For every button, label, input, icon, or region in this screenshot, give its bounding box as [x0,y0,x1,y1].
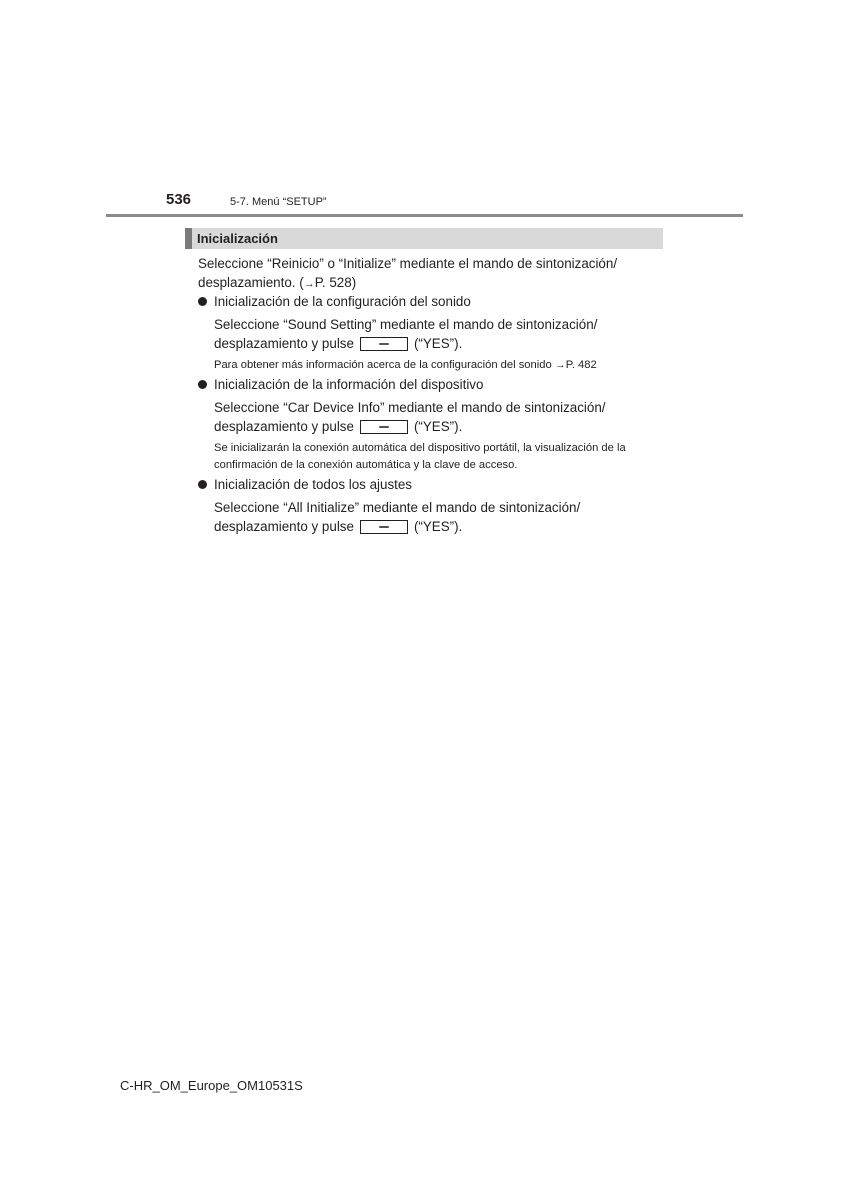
section-heading-bar [185,228,663,249]
item-sound-instructions [214,315,658,353]
item-all-line-1: Seleccione “All Initialize” mediante el mando de sintonización/ [214,500,581,515]
yes-button-icon [360,337,408,351]
document-code: C-HR_OM_Europe_OM10531S [120,1078,303,1093]
bullet-label: Inicialización de todos los ajustes [214,477,412,492]
bullet-dot-icon [198,297,207,306]
item-sound-yes-label: (“YES”). [413,336,463,351]
bullet-item-device [198,375,483,394]
item-sound-note-text: Para obtener más información acerca de la configuración del sonido [214,359,555,371]
yes-button-icon [360,420,408,434]
item-device-yes-label: (“YES”). [413,419,463,434]
intro-paragraph [198,254,658,294]
item-device-note [214,440,658,474]
bullet-item-sound [198,292,471,311]
item-sound-note-line [214,357,658,374]
bullet-item-all [198,475,412,494]
item-sound-note [214,357,658,374]
section-reference: 5-7. Menú “SETUP” [230,196,327,208]
item-device-note-line-1: Se inicializarán la conexión automática del dispositivo portátil, la visualización de la [214,442,626,454]
item-device-line-2-text: desplazamiento y pulse [214,419,354,434]
page-number: 536 [166,191,192,208]
item-device-line-2 [214,417,658,436]
intro-line-2 [198,273,658,294]
bullet-label: Inicialización de la configuración del sonido [214,294,471,309]
bullet-dot-icon [198,480,207,489]
item-sound-line-2 [214,334,658,353]
item-sound-line-2-text: desplazamiento y pulse [214,336,354,351]
item-all-line-2 [214,517,658,536]
section-heading-accent [185,228,192,249]
intro-page-ref: P. 528) [314,275,357,290]
bullet-dot-icon [198,380,207,389]
intro-line-1: Seleccione “Reinicio” o “Initialize” mediante el mando de sintonización/ [198,256,618,271]
item-all-line-2-text: desplazamiento y pulse [214,519,354,534]
item-device-line-1: Seleccione “Car Device Info” mediante el mando de sintonización/ [214,400,606,415]
yes-button-icon [360,520,408,534]
reference-arrow-icon: → [554,359,566,371]
item-all-instructions [214,498,658,536]
item-device-note-line-2: confirmación de la conexión automática y la clave de acceso. [214,459,518,471]
reference-arrow-icon: → [303,278,315,290]
item-sound-note-page-ref: P. 482 [565,359,597,371]
section-title: Inicialización [197,231,278,246]
intro-line-2-text: desplazamiento. ( [198,275,304,290]
bullet-label: Inicialización de la información del dispositivo [214,377,484,392]
item-sound-line-1: Seleccione “Sound Setting” mediante el mando de sintonización/ [214,317,598,332]
item-device-instructions [214,398,658,436]
item-all-yes-label: (“YES”). [413,519,463,534]
header-divider [106,214,743,217]
